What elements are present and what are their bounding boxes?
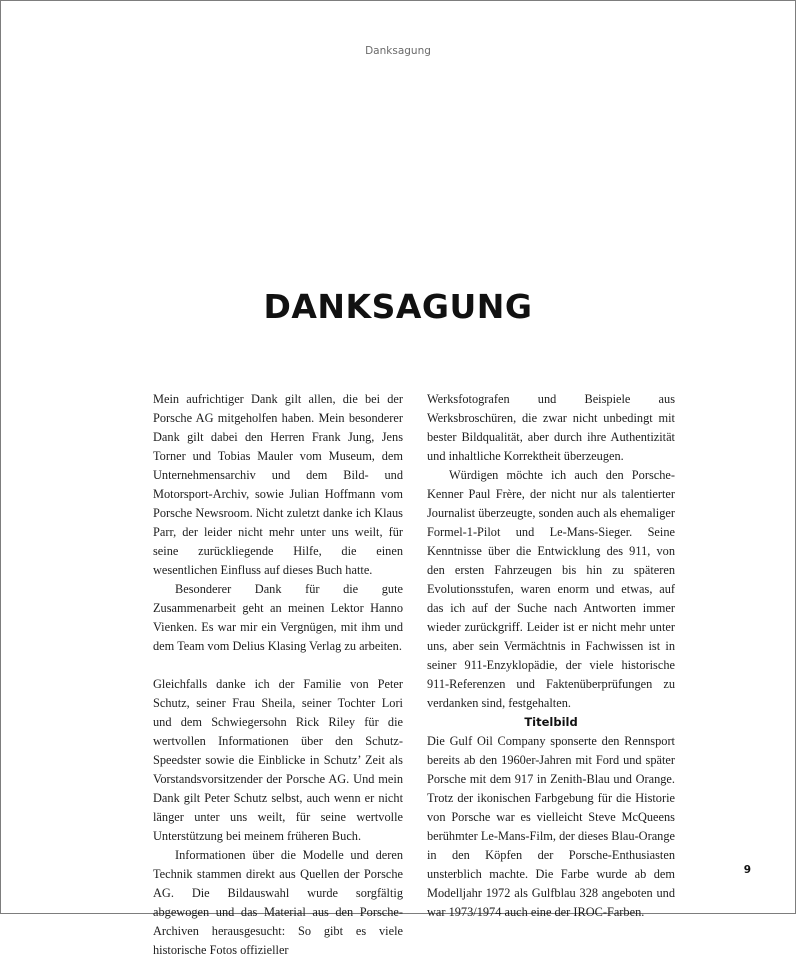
page-title: DANKSAGUNG xyxy=(263,287,533,326)
running-head: Danksagung xyxy=(365,45,431,57)
paragraph-thanks-editor: Besonderer Dank für die gute Zusammenarbeit geht an meinen Lektor Hanno Vienken. Es war mir ein Vergnügen, mit ihm und dem Team vom Delius Klasing Verlag zu arbeiten. xyxy=(153,582,403,653)
paragraph-paul-frere: Würdigen möchte ich auch den Porsche-Kenner Paul Frère, der nicht nur als talentierter Journalist überzeugte, sonden auch als ehemaliger Formel-1-Pilot und Le-Mans-Sieger. Seine Kenntnisse über die Entwicklung des 911, von den ersten Fahrzeugen bis hin zu späteren Evolutionsstufen, waren enorm und etwas, auf das ich auf der Suche nach Antworten immer wieder zurückgriff. Leider ist er nicht mehr unter uns, aber sein Vermächtnis in Fachwissen ist in seiner 911-Enzyklopädie, der viele historische 911-Referenzen und Faktenüberprüfungen zu verdanken sind, festgehalten. xyxy=(427,468,675,710)
page-number: 9 xyxy=(743,864,751,876)
paragraph-thanks-porsche-ag: Mein aufrichtiger Dank gilt allen, die bei der Porsche AG mitgeholfen haben. Mein besonderer Dank gilt dabei den Herren Frank Jung, Jens Torner und Tobias Mauler vom Museum, dem Unternehmensarchiv und dem Bild- und Motorsport-Archiv, sowie Julian Hoffmann vom Porsche Newsroom. Nicht zuletzt danke ich Klaus Parr, der leider nicht mehr unter uns weilt, für seine zurückliegende Hilfe, die einen wesentlichen Einfluss auf dieses Buch hatte. xyxy=(153,392,403,577)
paragraph-sources: Informationen über die Modelle und deren Technik stammen direkt aus Quellen der Porsche AG. Die Bildauswahl wurde sorgfältig abgewogen und das Material aus den Porsche-Archiven herausgesucht: So gibt es viele historische Fotos offizieller xyxy=(153,848,403,957)
subheading-titelbild: Titelbild xyxy=(524,715,578,729)
paragraph-cover-image: Die Gulf Oil Company sponserte den Rennsport bereits ab den 1960er-Jahren mit Ford und später Porsche mit dem 917 in Zenith-Blau und Orange. Trotz der ikonischen Farbgebung für die Historie von Porsche war es vielleicht Steve McQueens berühmter Le-Mans-Film, der dieses Blau-Orange in den Köpfen der Porsche-Enthusiasten unsterblich machte. Die Farbe wurde ab dem Modelljahr 1972 als Gulfblau 328 angeboten und war 1973/1974 auch eine der IROC-Farben. xyxy=(427,734,675,919)
paragraph-sources-continued: Werksfotografen und Beispiele aus Werksbroschüren, die zwar nicht unbedingt mit bester Bildqualität, aber durch ihre Authentizität und inhaltliche Korrektheit überzeugen. xyxy=(427,392,675,463)
right-column xyxy=(427,390,675,922)
left-column xyxy=(153,390,403,960)
paragraph-thanks-schutz-family: Gleichfalls danke ich der Familie von Peter Schutz, seiner Frau Sheila, seiner Tochter Lori und dem Schwiegersohn Rick Riley für die wertvollen Informationen über den Schutz-Speedster sowie die Einblicke in Schutz’ Zeit als Vorstandsvorsitzender der Porsche AG. Und mein Dank gilt Peter Schutz selbst, auch wenn er nicht länger unter uns weilt, für seine wertvolle Unterstützung bei meinem früheren Buch. xyxy=(153,677,403,843)
